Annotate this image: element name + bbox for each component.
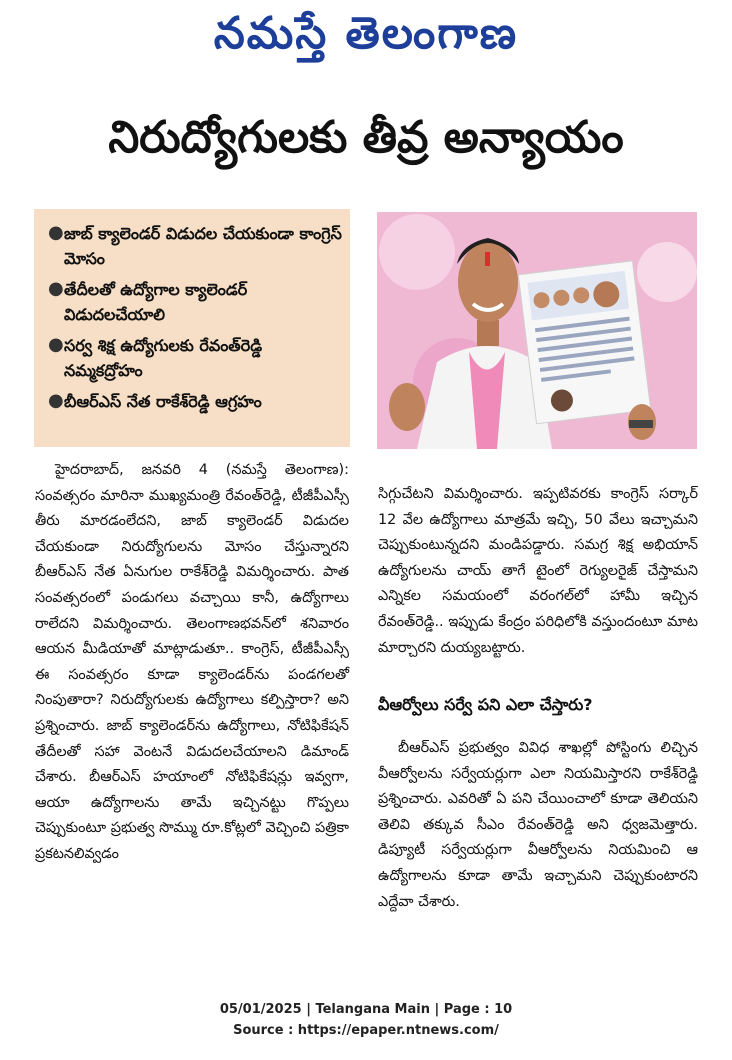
article-paragraph: బీఆర్ఎస్ ప్రభుత్వం వివిధ శాఖల్లో పోస్టింగు లిచ్చిన వీఆర్వోలను సర్వేయర్లుగా ఎలా నియమిస్తారని రాకేశ్‌రెడ్డి ప్రశ్నించారు. ఎవరితో ఏ పని చేయించాలో కూడా తెలియని తెలివి తక్కువ సీఎం రేవంత్‌రెడ్డి అని ధ్వజమెత్తారు. డిప్యూటీ సర్వేయర్లుగా వీఆర్వోలను నియమించి ఆ ఉద్యోగాలను కూడా తామే ఇచ్చామని చెప్పుకుంటారని ఎద్దేవా చేశారు. — [378, 740, 698, 910]
highlight-item — [48, 221, 342, 271]
highlight-item — [48, 389, 342, 414]
highlight-text: తేదీలతో ఉద్యోగాల క్యాలెండర్ విడుదలచేయాలి — [64, 280, 248, 324]
bullet-icon: ● — [48, 334, 64, 355]
article-paragraph: సిగ్గుచేటని విమర్శించారు. ఇప్పటివరకు కాంగ్రెస్ సర్కార్ 12 వేల ఉద్యోగాలు మాత్రమే ఇచ్చి, 50 వేలు ఇచ్చామని చెప్పుకుంటున్నదని మండిపడ్డారు. సమగ్ర శిక్ష అభియాన్ ఉద్యోగులను చాయ్ తాగే టైంలో రెగ్యులరైజ్ చేస్తామని ఎన్నికల సమయంలో వరంగల్‌లో హామీ ఇచ్చిన రేవంత్‌రెడ్డి.. ఇప్పుడు కేంద్రం పరిధిలోకి వస్తుందంటూ మాట మార్చారని దుయ్యబట్టారు. — [378, 486, 698, 656]
bullet-icon: ● — [48, 222, 64, 243]
news-photo — [377, 212, 697, 449]
article-paragraph: హైదరాబాద్, జనవరి 4 (నమస్తే తెలంగాణ): సంవత్సరం మారినా ముఖ్యమంత్రి రేవంత్‌రెడ్డి, టీజీపీఎస్సీ తీరు మారడంలేదని, జాబ్ క్యాలెండర్ విడుదల చేయకుండా నిరుద్యోగులను మోసం చేస్తున్నారని బీఆర్ఎస్ నేత ఏనుగుల రాకేశ్‌రెడ్డి విమర్శించారు. పాత సంవత్సరంలో పండుగలు వచ్చాయి కానీ, ఉద్యోగాలు రాలేదని విమర్శించారు. తెలంగాణభవన్‌లో శనివారం ఆయన మీడియాతో మాట్లాడుతూ.. కాంగ్రెస్, టీజీపీఎస్సీ ఈ సంవత్సరం కూడా క్యాలెండర్‌ను పండగలతో నింపుతారా? నిరుద్యోగులకు ఉద్యోగాలు కల్పిస్తారా? అని ప్రశ్నించారు. జాబ్ క్యాలెండర్‌ను ఉద్యోగాలు, నోటిఫికేషన్ తేదీలతో సహా వెంటనే విడుదలచేయాలని డిమాండ్ చేశారు. బీఆర్ఎస్ హయాంలో నోటిఫికేషన్లు ఇవ్వగా, ఆయా ఉద్యోగాలను తామే ఇచ్చినట్టు గొప్పలు చెప్పుకుంటూ ప్రభుత్వ సొమ్ము రూ.కోట్లలో వెచ్చించి పత్రికా ప్రకటనలివ్వడం — [35, 462, 349, 862]
article-headline: నిరుద్యోగులకు తీవ్ర అన్యాయం — [108, 112, 624, 163]
footer-source-line: Source : https://epaper.ntnews.com/ — [233, 1023, 499, 1038]
article-body-left-column — [35, 458, 349, 868]
bullet-icon: ● — [48, 390, 64, 411]
bullet-icon: ● — [48, 278, 64, 299]
masthead-title: నమస్తే తెలంగాణ — [213, 8, 519, 59]
highlight-text: సర్వ శిక్ష ఉద్యోగులకు రేవంత్‌రెడ్డి నమ్మకద్రోహం — [64, 336, 263, 380]
highlight-text: బీఆర్ఎస్ నేత రాకేశ్‌రెడ్డి ఆగ్రహం — [64, 392, 262, 411]
highlight-text: జాబ్ క్యాలెండర్ విడుదల చేయకుండా కాంగ్రెస్ మోసం — [64, 224, 342, 268]
highlight-item — [48, 333, 342, 383]
highlights-box — [34, 209, 350, 447]
speaker-photo-illustration — [377, 212, 697, 449]
highlight-item — [48, 277, 342, 327]
article-body-right-column-lower — [378, 736, 698, 915]
article-body-right-column — [378, 482, 698, 661]
article-subheading: వీఆర్వోలు సర్వే పని ఎలా చేస్తారు? — [378, 695, 593, 714]
footer-date-line: 05/01/2025 | Telangana Main | Page : 10 — [219, 1002, 513, 1017]
